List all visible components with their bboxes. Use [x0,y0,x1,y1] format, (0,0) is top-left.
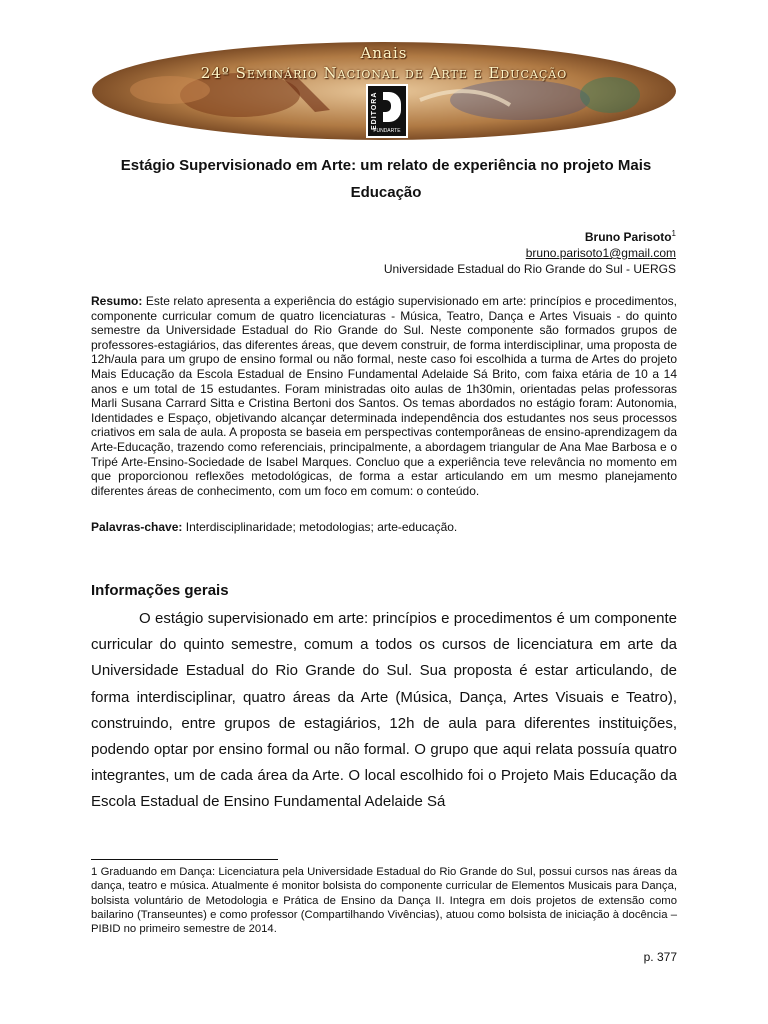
footnote [91,865,677,936]
logo-bottom-text: FUNDARTE [373,128,401,134]
banner-subtitle: 24º Seminário Nacional de Arte e Educação [200,64,568,82]
footnote-text: Graduando em Dança: Licenciatura pela Universidade Estadual do Rio Grande do Sul, possui cursos nas áreas da dança, teatro e música. Atualmente é monitor bolsista do componente curricular de Elementos Musicais para Dança, bolsista voluntário de Metodologia e Prática de Ensino da Dança II. Integra em dois projetos de extensão como bailarino (Transeuntes) e como professor (Compartilhando Vivências), atuou como bolsista de iniciação à docência – PIBID no primeiro semestre de 2014. [91,866,677,936]
abstract [91,294,677,498]
abstract-text: Este relato apresenta a experiência do estágio supervisionado em arte: princípios e procedimentos, componente curricular comum de quatro licenciaturas - Música, Teatro, Dança e Artes Visuais - do quinto semestre da Universidade Estadual do Rio Grande do Sul. Neste componente são formados grupos de professores-estagiários, das diferentes áreas, que devem construir, de forma interdisciplinar, uma proposta de 12h/aula para um grupo de ensino formal ou não formal, neste caso foi escolhida a turma de Artes do projeto Mais Educação da Escola Estadual de Ensino Fundamental Adelaide Sá Brito, com faixa etária de 10 a 14 anos e um total de 15 estudantes. Foram ministradas oito aulas de 1h30min, orientadas pelas professoras Marli Susana Carrard Sitta e Cristina Bertoni dos Santos. Os temas abordados no estágio foram: Autonomia, Identidades e Espaço, objetivando alcançar determinada independência dos estudantes nos seus processos criativos em sala de aula. A proposta se baseia em perspectivas contemporâneas de ensino-aprendizagem da Arte-Educação, trazendo como referenciais, principalmente, a abordagem triangular de Ana Mae Barbosa e o Tripé Arte-Ensino-Sociedade de Isabel Marques. Concluo que a experiência teve relevância no momento em que proporcionou reflexões metodológicas, de forma a estar articulando em um mesmo planejamento diferentes áreas de conhecimento, com um foco em comum: o conteúdo. [91,294,677,498]
section-body: O estágio supervisionado em arte: princípios e procedimentos é um componente curricular do quinto semestre, comum a todos os cursos de licenciatura em arte da Universidade Estadual do Rio Grande do Sul. Sua proposta é estar articulando, de forma interdisciplinar, quatro áreas da Arte (Música, Dança, Artes Visuais e Teatro), construindo, entre grupos de estagiários, 12h de aula para diferentes instituições, podendo optar por ensino formal ou não formal. O grupo que aqui relata possuía quatro integrantes, um de cada área da Arte. O local escolhido foi o Projeto Mais Educação da Escola Estadual de Ensino Fundamental Adelaide Sá [91,610,677,811]
logo-mark-icon [383,92,401,122]
author-block [384,226,676,277]
author-affiliation: Universidade Estadual do Rio Grande do Sul - UERGS [383,262,676,276]
header-banner [90,40,678,142]
author-email-link[interactable]: bruno.parisoto1@gmail.com [525,246,676,260]
publisher-logo [366,84,408,138]
footnote-divider [91,859,278,860]
page-number: p. 377 [643,950,677,964]
author-footnote-mark: 1 [671,229,676,238]
author-name: Bruno Parisoto [584,230,672,244]
logo-text: EDITORA [371,91,378,130]
abstract-label: Resumo: [91,294,143,308]
keywords [91,520,677,534]
paper-title: Estágio Supervisionado em Arte: um relato de experiência no projeto Mais Educação [120,157,652,201]
keywords-text: Interdisciplinaridade; metodologias; arte-educação. [185,520,458,534]
banner-title: Anais [360,44,408,62]
keywords-label: Palavras-chave: [91,520,183,534]
section-heading: Informações gerais [91,582,229,599]
footnote-mark: 1 [91,866,98,878]
